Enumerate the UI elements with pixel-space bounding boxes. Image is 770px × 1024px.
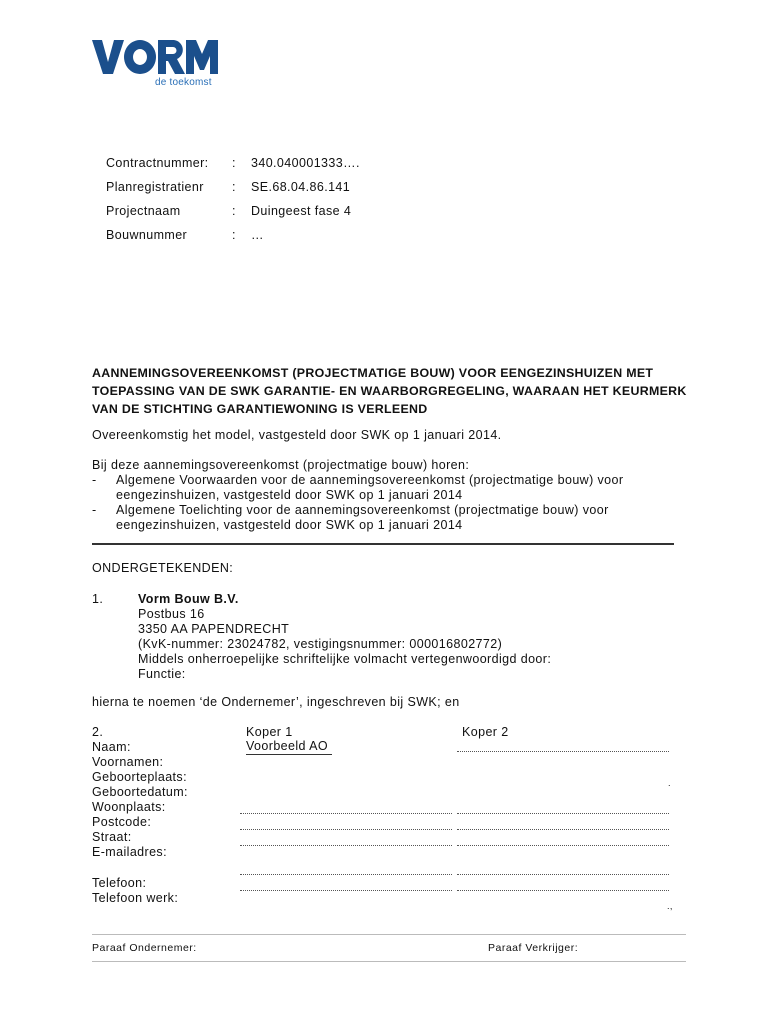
bullet-dash: - (92, 503, 97, 517)
section-divider (92, 543, 674, 545)
hereafter-text: hierna te noemen ‘de Ondernemer’, ingeschreven bij SWK; en (92, 695, 460, 709)
party1-line: Functie: (138, 667, 186, 681)
paraaf-verkrijger-label: Paraaf Verkrijger: (488, 942, 579, 954)
koper1-header: Koper 1 (246, 725, 293, 739)
koper2-straat-field[interactable] (457, 845, 669, 846)
meta-colon: : (232, 180, 236, 194)
signed-heading: ONDERGETEKENDEN: (92, 561, 234, 575)
party1-number: 1. (92, 592, 104, 606)
meta-value: Duingeest fase 4 (251, 204, 352, 218)
bullet-line: eengezinshuizen, vastgesteld door SWK op 1 januari 2014 (116, 488, 463, 502)
meta-value: … (251, 228, 264, 242)
koper1-postcode-field[interactable] (240, 829, 452, 830)
meta-value: 340.040001333…. (251, 156, 360, 170)
party1-line: Middels onherroepelijke schriftelijke volmacht vertegenwoordigd door: (138, 652, 552, 666)
koper2-header: Koper 2 (462, 725, 509, 739)
footer-top-rule (92, 934, 686, 935)
title-line: TOEPASSING VAN DE SWK GARANTIE- EN WAARBORGREGELING, WAARAAN HET KEURMERK (92, 384, 687, 398)
meta-colon: : (232, 204, 236, 218)
koper1-telefoon-field[interactable] (240, 890, 452, 891)
field-label-geboorteplaats: Geboorteplaats: (92, 770, 187, 784)
koper2-woonplaats-field[interactable] (457, 813, 669, 814)
field-label-naam: Naam: (92, 740, 131, 754)
bullet-dash: - (92, 473, 97, 487)
meta-value: SE.68.04.86.141 (251, 180, 351, 194)
party1-line: (KvK-nummer: 23024782, vestigingsnummer: 000016802772) (138, 637, 503, 651)
dot-mark: . (668, 778, 671, 788)
bullet-line: Algemene Toelichting voor de aannemingsovereenkomst (projectmatige bouw) voor (116, 503, 609, 517)
dot-mark: ., (667, 901, 673, 911)
field-label-geboortedatum: Geboortedatum: (92, 785, 188, 799)
field-label-postcode: Postcode: (92, 815, 152, 829)
title-line: AANNEMINGSOVEREENKOMST (PROJECTMATIGE BOUW) VOOR EENGEZINSHUIZEN MET (92, 366, 654, 380)
field-label-straat: Straat: (92, 830, 132, 844)
bullet-line: eengezinshuizen, vastgesteld door SWK op 1 januari 2014 (116, 518, 463, 532)
party1-name: Vorm Bouw B.V. (138, 592, 239, 606)
koper1-woonplaats-field[interactable] (240, 813, 452, 814)
logo-tagline: de toekomst (155, 77, 212, 88)
field-label-emailadres: E-mailadres: (92, 845, 167, 859)
meta-label: Planregistratienr (106, 180, 204, 194)
party1-line: 3350 AA PAPENDRECHT (138, 622, 290, 636)
intro-text: Overeenkomstig het model, vastgesteld door SWK op 1 januari 2014. (92, 428, 502, 442)
party1-line: Postbus 16 (138, 607, 205, 621)
koper1-email-field[interactable] (240, 874, 452, 875)
field-label-woonplaats: Woonplaats: (92, 800, 166, 814)
koper1-naam-value[interactable]: Voorbeeld AO (246, 739, 332, 755)
party2-number: 2. (92, 725, 104, 739)
koper2-naam-field[interactable] (457, 751, 669, 752)
meta-colon: : (232, 228, 236, 242)
koper2-email-field[interactable] (457, 874, 669, 875)
belongs-intro: Bij deze aannemingsovereenkomst (projectmatige bouw) horen: (92, 458, 470, 472)
meta-label: Contractnummer: (106, 156, 209, 170)
field-label-telefoon-werk: Telefoon werk: (92, 891, 179, 905)
koper2-postcode-field[interactable] (457, 829, 669, 830)
koper2-telefoon-field[interactable] (457, 890, 669, 891)
meta-label: Projectnaam (106, 204, 181, 218)
meta-colon: : (232, 156, 236, 170)
koper1-straat-field[interactable] (240, 845, 452, 846)
paraaf-ondernemer-label: Paraaf Ondernemer: (92, 942, 197, 954)
vorm-logo (92, 40, 218, 74)
bullet-line: Algemene Voorwaarden voor de aannemingsovereenkomst (projectmatige bouw) voor (116, 473, 624, 487)
title-line: VAN DE STICHTING GARANTIEWONING IS VERLEEND (92, 402, 428, 416)
document-title (92, 364, 687, 418)
meta-label: Bouwnummer (106, 228, 188, 242)
field-label-voornamen: Voornamen: (92, 755, 164, 769)
field-label-telefoon: Telefoon: (92, 876, 147, 890)
footer-bottom-rule (92, 961, 686, 962)
